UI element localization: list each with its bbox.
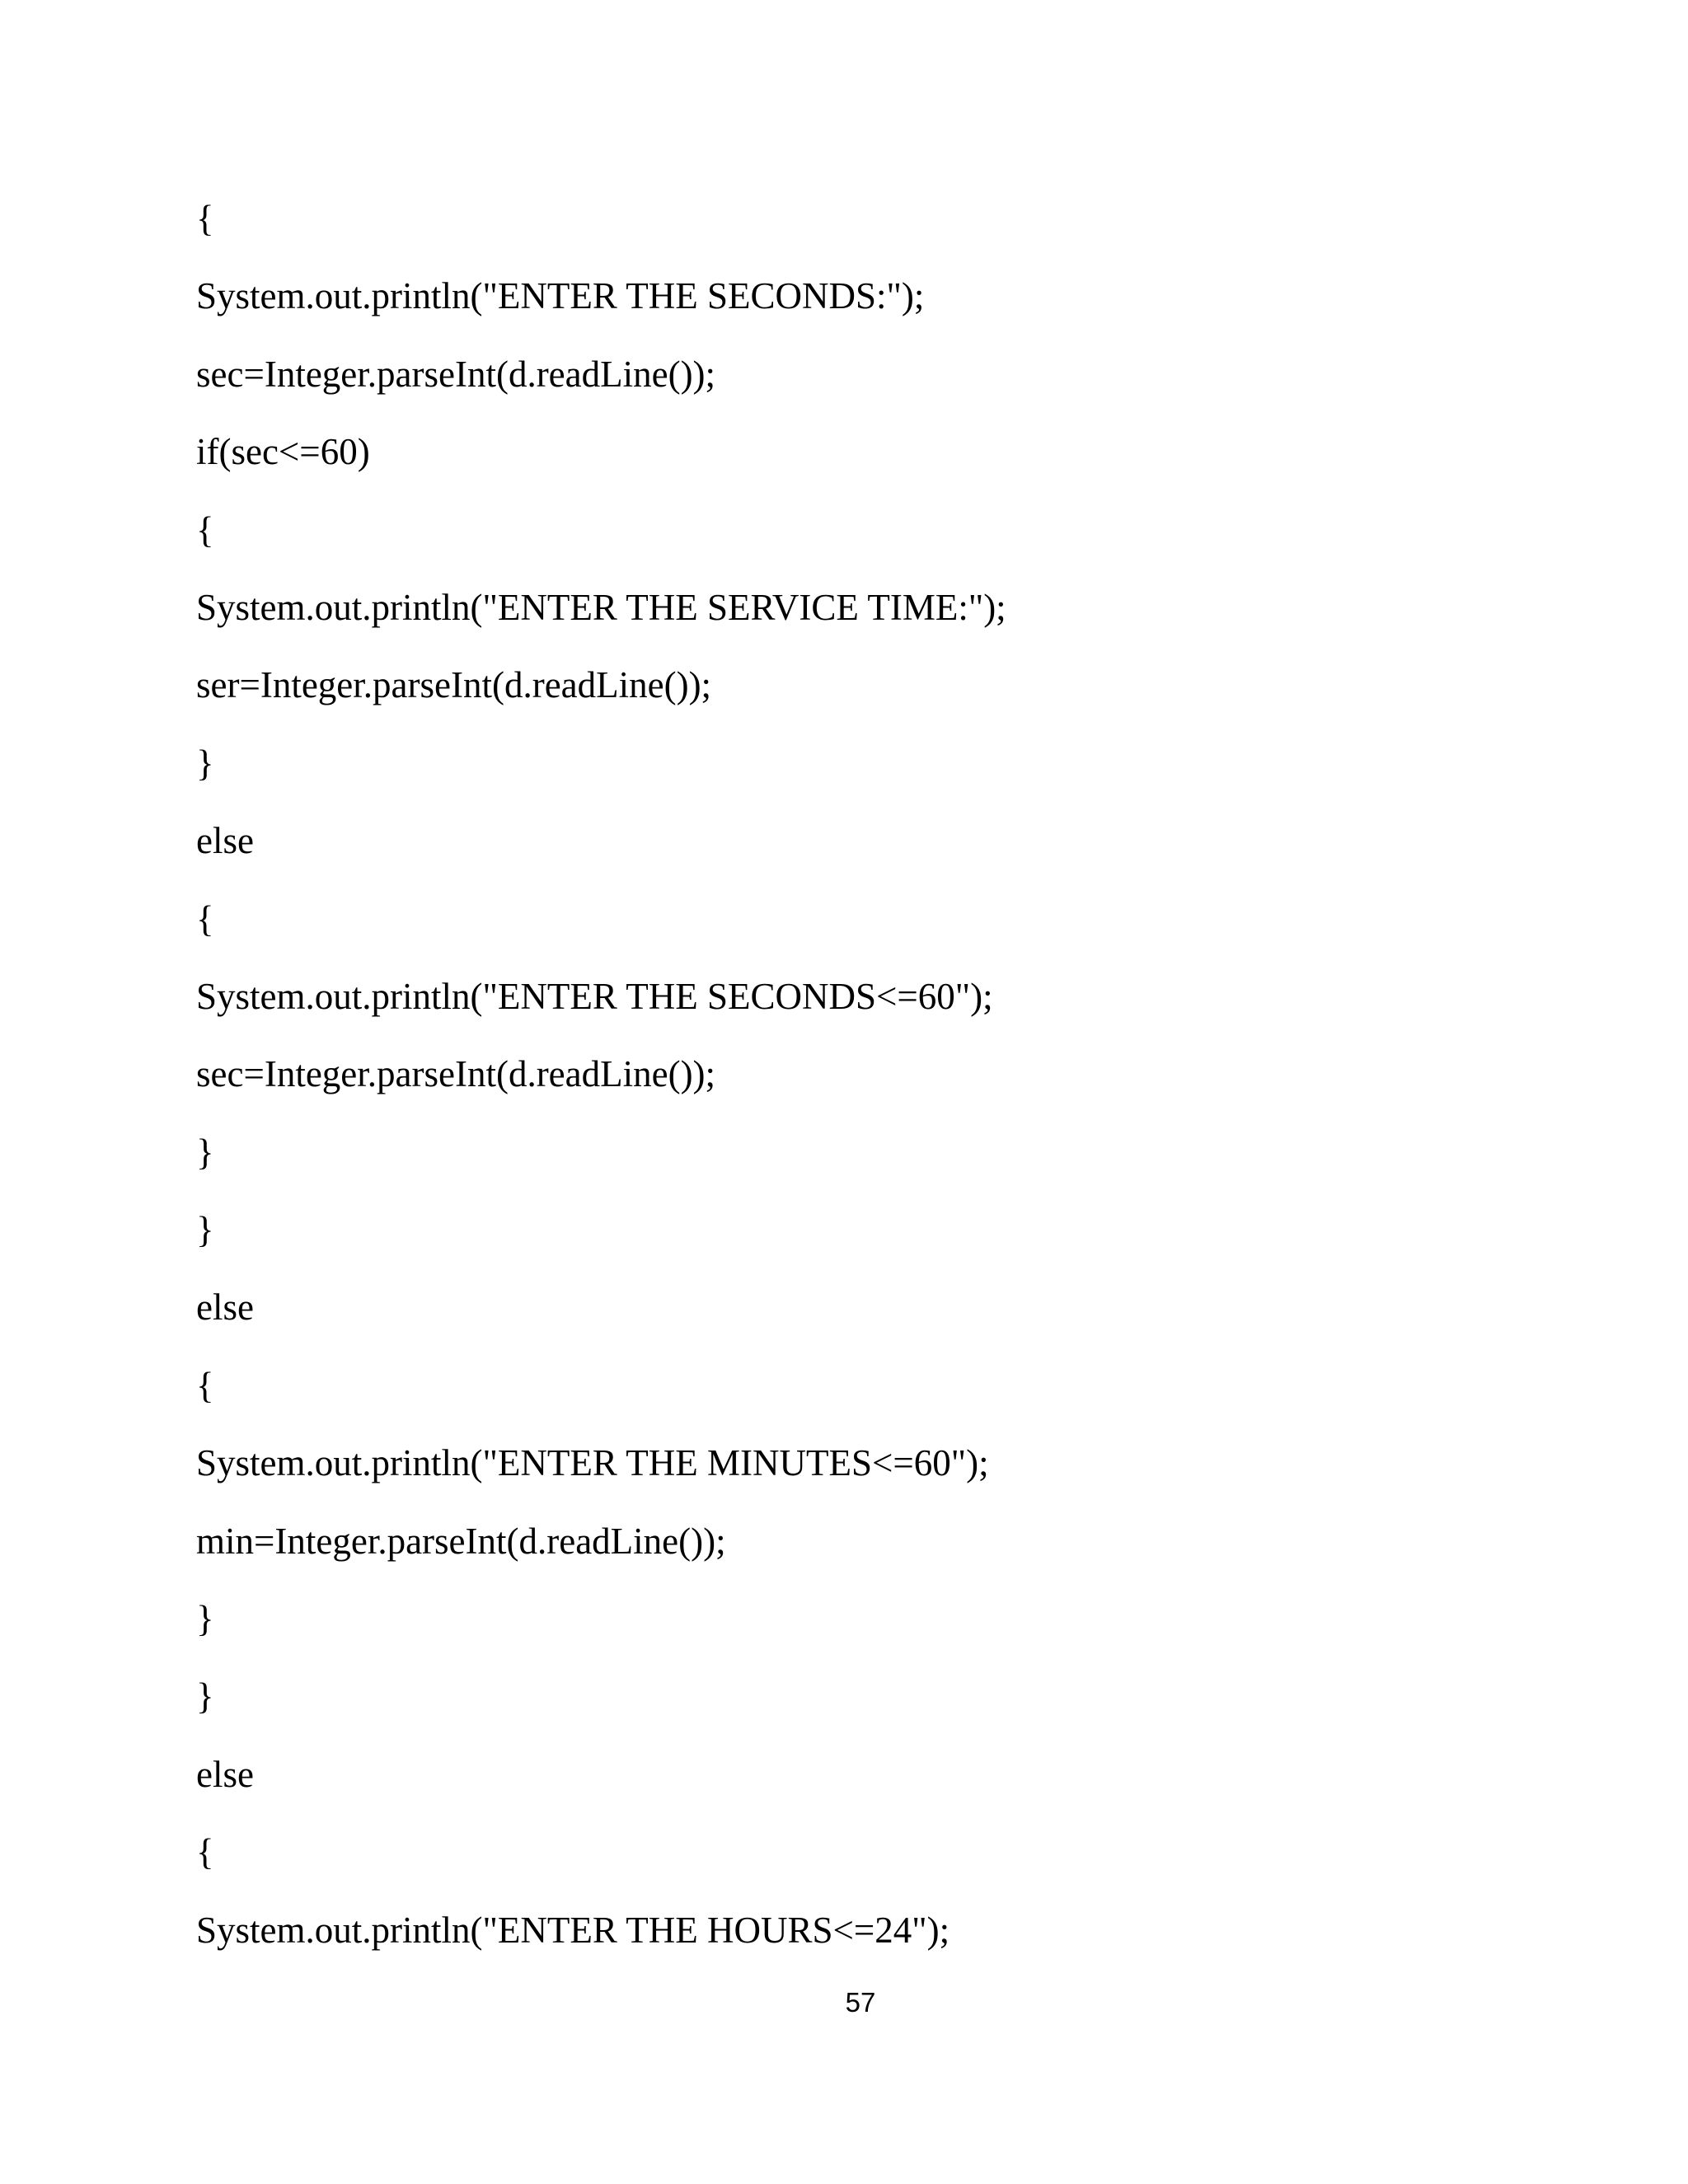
code-line: min=Integer.parseInt(d.readLine());	[196, 1520, 726, 1562]
code-line: {	[196, 198, 214, 239]
code-line: if(sec<=60)	[196, 431, 370, 473]
code-line: {	[196, 1364, 214, 1406]
code-line: }	[196, 742, 214, 784]
code-line: {	[196, 1831, 214, 1873]
code-line: }	[196, 1675, 214, 1718]
code-listing	[196, 180, 1006, 1969]
code-line: System.out.println("ENTER THE SECONDS:");	[196, 275, 925, 317]
code-line: else	[196, 1753, 254, 1795]
code-line: {	[196, 509, 214, 551]
code-line: }	[196, 1209, 214, 1251]
code-line: sec=Integer.parseInt(d.readLine());	[196, 353, 716, 395]
code-line: else	[196, 820, 254, 862]
code-line: else	[196, 1286, 254, 1329]
code-line: sec=Integer.parseInt(d.readLine());	[196, 1053, 716, 1095]
code-line: System.out.println("ENTER THE HOURS<=24");	[196, 1909, 950, 1951]
code-line: ser=Integer.parseInt(d.readLine());	[196, 664, 712, 706]
code-line: System.out.println("ENTER THE MINUTES<=60");	[196, 1442, 989, 1484]
code-line: System.out.println("ENTER THE SERVICE TIME:");	[196, 586, 1006, 628]
code-line: System.out.println("ENTER THE SECONDS<=60");	[196, 975, 993, 1017]
code-line: }	[196, 1131, 214, 1173]
code-line: {	[196, 898, 214, 940]
page-number: 57	[845, 1987, 876, 2018]
code-line: }	[196, 1598, 214, 1640]
